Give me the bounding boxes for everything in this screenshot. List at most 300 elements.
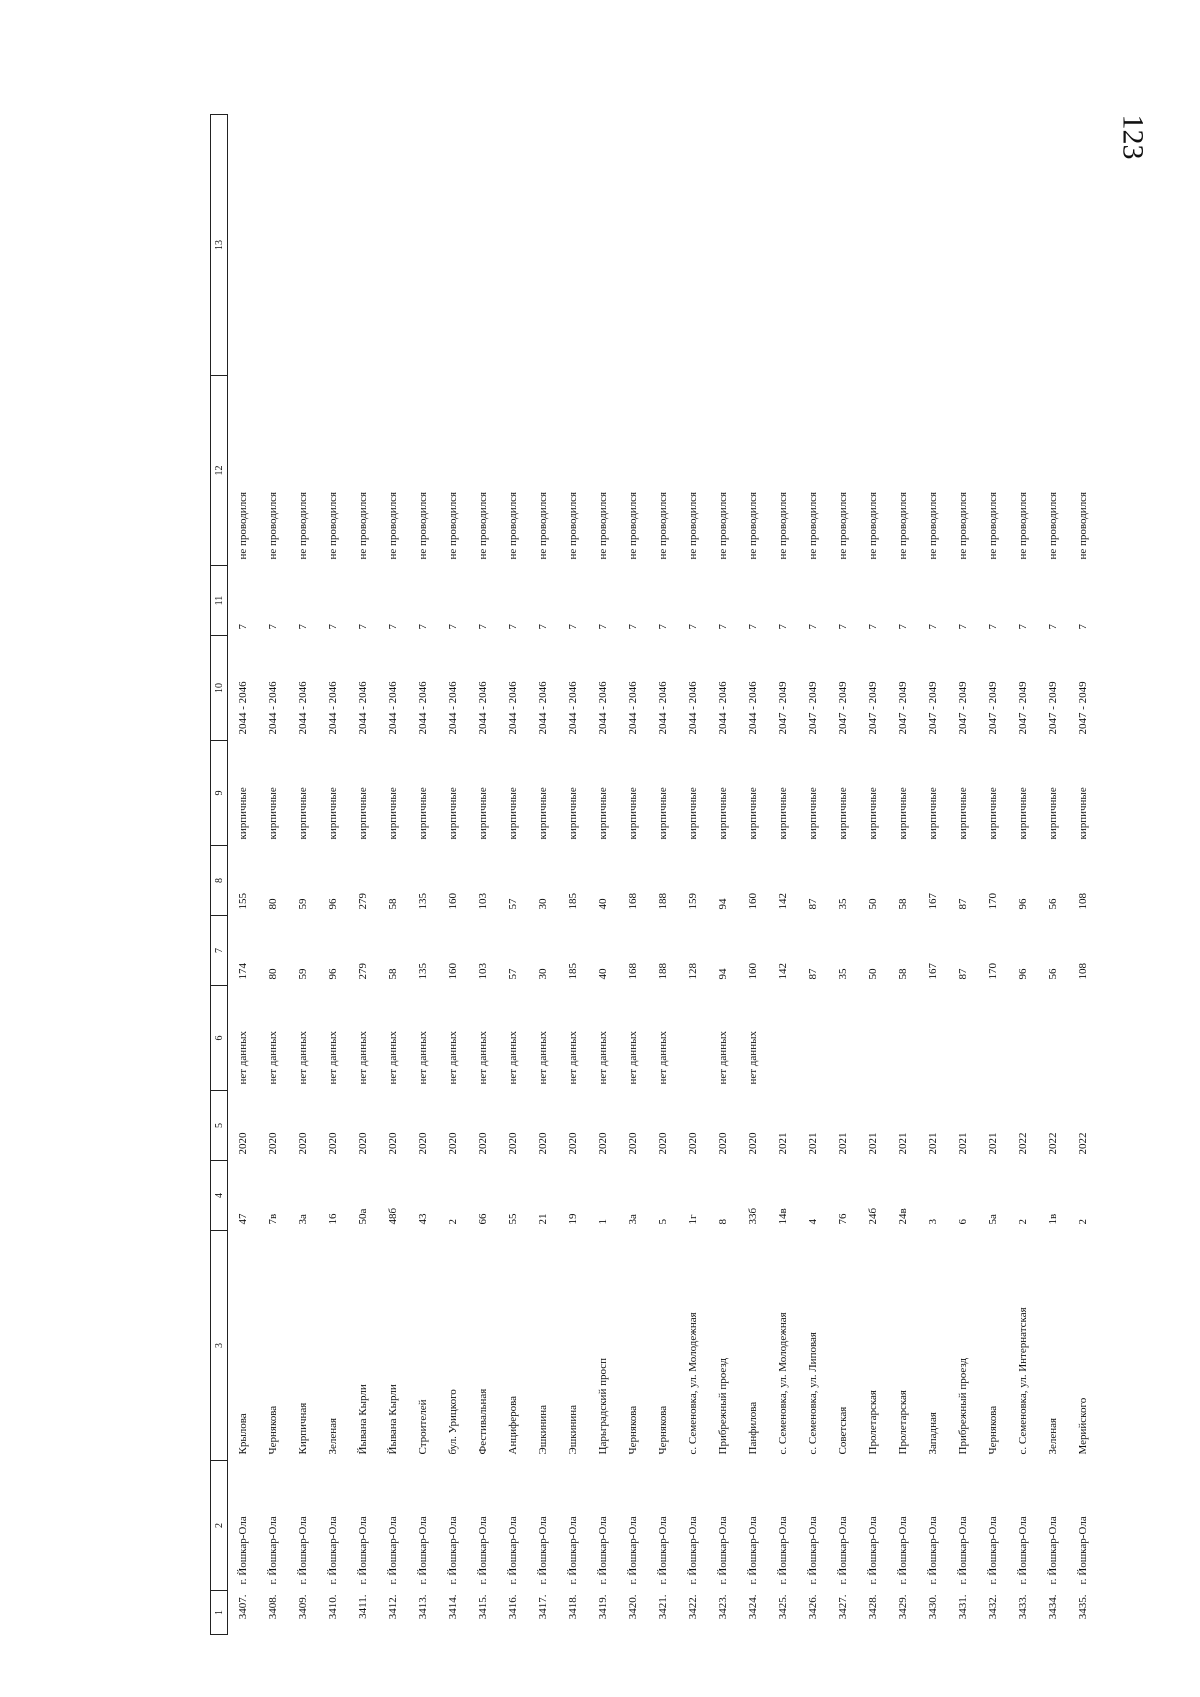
table-cell-col-13 — [708, 115, 738, 376]
table-cell-col-9: кирпичные — [267, 787, 279, 840]
table-cell-col-7: 58 — [897, 968, 909, 980]
table-cell-col-7: 35 — [837, 968, 849, 980]
table-cell-col-11: 7 — [327, 624, 339, 630]
table-cell-col-7: 160 — [447, 963, 459, 980]
table-cell-col-9: кирпичные — [627, 787, 639, 840]
table-cell-col-5: 2022 — [1017, 1132, 1029, 1155]
table-cell-col-12: не проводился — [357, 491, 369, 560]
table-cell-col-12: не проводился — [327, 491, 339, 560]
table-cell-col-3: Мерийского — [1077, 1397, 1089, 1455]
table-row — [378, 115, 408, 1635]
table-cell-col-10: 2044 - 2046 — [687, 681, 699, 735]
table-cell-col-1: 3420. — [627, 1594, 639, 1620]
column-header-8: 8 — [211, 846, 228, 916]
table-row — [228, 115, 259, 1635]
table-cell-col-1: 3418. — [567, 1594, 579, 1620]
table-cell-col-3: Кирпичная — [297, 1402, 309, 1455]
table-cell-col-11: 7 — [687, 624, 699, 630]
table-row — [888, 115, 918, 1635]
table-row — [648, 115, 678, 1635]
table-cell-col-12: не проводился — [927, 491, 939, 560]
table-cell-col-3: с. Семеновка, ул. Липовая — [807, 1332, 819, 1455]
table-cell-col-13 — [828, 115, 858, 376]
table-cell-col-7: 135 — [417, 963, 429, 980]
table-cell-col-12: не проводился — [477, 491, 489, 560]
table-row — [738, 115, 768, 1635]
table-cell-col-4: 1 — [597, 1219, 609, 1225]
table-cell-col-9: кирпичные — [1017, 787, 1029, 840]
table-cell-col-4: 21 — [537, 1213, 549, 1225]
table-cell-col-10: 2044 - 2046 — [747, 681, 759, 735]
table-cell-col-11: 7 — [987, 624, 999, 630]
table-cell-col-9: кирпичные — [987, 787, 999, 840]
table-cell-col-8: 56 — [1047, 898, 1059, 910]
table-cell-col-1: 3416. — [507, 1594, 519, 1620]
table-cell-col-1: 3425. — [777, 1594, 789, 1620]
table-cell-col-9: кирпичные — [897, 787, 909, 840]
table-cell-col-11: 7 — [387, 624, 399, 630]
column-header-5: 5 — [211, 1091, 228, 1161]
table-cell-col-13 — [1068, 115, 1098, 376]
table-row — [588, 115, 618, 1635]
table-cell-col-10: 2044 - 2046 — [567, 681, 579, 735]
table-cell-col-2: г. Йошкар-Ола — [357, 1516, 369, 1585]
table-cell-col-1: 3432. — [987, 1594, 999, 1620]
table-cell-col-8: 40 — [597, 898, 609, 910]
table-cell-col-6 — [828, 986, 858, 1091]
table-cell-col-12: не проводился — [807, 491, 819, 560]
table-cell-col-2: г. Йошкар-Ола — [927, 1516, 939, 1585]
table-cell-col-1: 3430. — [927, 1594, 939, 1620]
table-cell-col-8: 108 — [1077, 893, 1089, 910]
table-cell-col-13 — [978, 115, 1008, 376]
table-cell-col-12: не проводился — [1047, 491, 1059, 560]
table-cell-col-1: 3409. — [297, 1594, 309, 1620]
table-cell-col-2: г. Йошкар-Ола — [867, 1516, 879, 1585]
table-cell-col-12: не проводился — [687, 491, 699, 560]
table-cell-col-2: г. Йошкар-Ола — [447, 1516, 459, 1585]
table-cell-col-8: 80 — [267, 898, 279, 910]
table-cell-col-1: 3431. — [957, 1594, 969, 1620]
table-cell-col-6: нет данных — [627, 1031, 639, 1085]
table-cell-col-3: Эшкинина — [567, 1404, 579, 1455]
table-cell-col-3: Советская — [837, 1406, 849, 1455]
table-cell-col-6: нет данных — [657, 1031, 669, 1085]
table-cell-col-12: не проводился — [747, 491, 759, 560]
table-cell-col-9: кирпичные — [477, 787, 489, 840]
table-cell-col-11: 7 — [537, 624, 549, 630]
table-cell-col-1: 3415. — [477, 1594, 489, 1620]
table-cell-col-1: 3426. — [807, 1594, 819, 1620]
table-cell-col-12: не проводился — [237, 491, 249, 560]
table-cell-col-7: 87 — [957, 968, 969, 980]
table-cell-col-1: 3433. — [1017, 1594, 1029, 1620]
table-cell-col-9: кирпичные — [417, 787, 429, 840]
table-cell-col-2: г. Йошкар-Ола — [597, 1516, 609, 1585]
table-cell-col-5: 2020 — [687, 1132, 699, 1155]
table-cell-col-7: 167 — [927, 963, 939, 980]
table-cell-col-5: 2022 — [1077, 1132, 1089, 1155]
table-cell-col-10: 2044 - 2046 — [297, 681, 309, 735]
table-cell-col-1: 3428. — [867, 1594, 879, 1620]
table-cell-col-11: 7 — [1077, 624, 1089, 630]
table-cell-col-4: 33б — [747, 1207, 759, 1225]
table-cell-col-4: 4 — [807, 1219, 819, 1225]
table-cell-col-12: не проводился — [867, 491, 879, 560]
table-cell-col-10: 2047 - 2049 — [927, 681, 939, 735]
table-cell-col-6: нет данных — [507, 1031, 519, 1085]
table-cell-col-3: Панфилова — [747, 1401, 759, 1455]
table-row — [678, 115, 708, 1635]
column-header-4: 4 — [211, 1161, 228, 1231]
table-cell-col-11: 7 — [837, 624, 849, 630]
table-cell-col-3: Строителей — [417, 1399, 429, 1455]
table-cell-col-10: 2047 - 2049 — [1047, 681, 1059, 735]
column-header-9: 9 — [211, 741, 228, 846]
table-cell-col-2: г. Йошкар-Ола — [1047, 1516, 1059, 1585]
table-cell-col-8: 58 — [897, 898, 909, 910]
table-cell-col-9: кирпичные — [957, 787, 969, 840]
table-cell-col-6 — [918, 986, 948, 1091]
table-cell-col-4: 50а — [357, 1208, 369, 1225]
table-cell-col-2: г. Йошкар-Ола — [1017, 1516, 1029, 1585]
table-cell-col-9: кирпичные — [807, 787, 819, 840]
table-cell-col-12: не проводился — [567, 491, 579, 560]
table-cell-col-3: Чернякова — [627, 1405, 639, 1455]
table-cell-col-6: нет данных — [447, 1031, 459, 1085]
table-cell-col-11: 7 — [747, 624, 759, 630]
table-cell-col-11: 7 — [447, 624, 459, 630]
table-cell-col-13 — [1008, 115, 1038, 376]
table-cell-col-12: не проводился — [447, 491, 459, 560]
table-cell-col-9: кирпичные — [717, 787, 729, 840]
table-cell-col-7: 87 — [807, 968, 819, 980]
table-cell-col-2: г. Йошкар-Ола — [327, 1516, 339, 1585]
table-cell-col-3: Прибрежный проезд — [957, 1357, 969, 1455]
table-cell-col-13 — [348, 115, 378, 376]
table-cell-col-4: 76 — [837, 1213, 849, 1225]
table-cell-col-6: нет данных — [327, 1031, 339, 1085]
table-cell-col-3: Эшкинина — [537, 1404, 549, 1455]
table-cell-col-8: 185 — [567, 893, 579, 910]
table-cell-col-8: 135 — [417, 893, 429, 910]
column-header-6: 6 — [211, 986, 228, 1091]
table-cell-col-11: 7 — [957, 624, 969, 630]
table-cell-col-10: 2044 - 2046 — [387, 681, 399, 735]
table-cell-col-12: не проводился — [657, 491, 669, 560]
table-cell-col-3: с. Семеновка, ул. Молодежная — [777, 1312, 789, 1455]
table-cell-col-9: кирпичные — [657, 787, 669, 840]
table-cell-col-11: 7 — [237, 624, 249, 630]
table-body — [228, 115, 1099, 1635]
table-cell-col-12: не проводился — [387, 491, 399, 560]
table-cell-col-6 — [798, 986, 828, 1091]
table-cell-col-11: 7 — [1047, 624, 1059, 630]
table-cell-col-3: Йывана Кырли — [387, 1384, 399, 1455]
table-cell-col-7: 170 — [987, 963, 999, 980]
data-table — [210, 114, 1098, 1635]
table-cell-col-9: кирпичные — [1047, 787, 1059, 840]
table-cell-col-8: 87 — [807, 898, 819, 910]
table-cell-col-2: г. Йошкар-Ола — [747, 1516, 759, 1585]
table-cell-col-6: нет данных — [717, 1031, 729, 1085]
table-row — [978, 115, 1008, 1635]
column-header-7: 7 — [211, 916, 228, 986]
table-cell-col-13 — [558, 115, 588, 376]
table-row — [708, 115, 738, 1635]
table-cell-col-3: бул. Урицкого — [447, 1389, 459, 1455]
table-cell-col-2: г. Йошкар-Ола — [717, 1516, 729, 1585]
table-cell-col-8: 87 — [957, 898, 969, 910]
table-cell-col-2: г. Йошкар-Ола — [1077, 1516, 1089, 1585]
table-cell-col-10: 2044 - 2046 — [237, 681, 249, 735]
table-cell-col-8: 160 — [747, 893, 759, 910]
table-cell-col-10: 2044 - 2046 — [507, 681, 519, 735]
table-cell-col-9: кирпичные — [387, 787, 399, 840]
table-cell-col-10: 2044 - 2046 — [267, 681, 279, 735]
table-cell-col-12: не проводился — [1017, 491, 1029, 560]
table-cell-col-3: Пролетарская — [867, 1390, 879, 1455]
table-cell-col-7: 59 — [297, 968, 309, 980]
table-cell-col-5: 2020 — [717, 1132, 729, 1155]
table-cell-col-8: 30 — [537, 898, 549, 910]
table-row — [768, 115, 798, 1635]
table-cell-col-6 — [1008, 986, 1038, 1091]
table-cell-col-13 — [948, 115, 978, 376]
table-cell-col-4: 8 — [717, 1219, 729, 1225]
table-cell-col-8: 94 — [717, 898, 729, 910]
table-cell-col-7: 56 — [1047, 968, 1059, 980]
table-cell-col-5: 2020 — [387, 1132, 399, 1155]
table-cell-col-11: 7 — [897, 624, 909, 630]
column-header-2: 2 — [211, 1461, 228, 1591]
table-cell-col-10: 2047 - 2049 — [957, 681, 969, 735]
table-cell-col-3: Зеленая — [327, 1417, 339, 1455]
table-cell-col-12: не проводился — [897, 491, 909, 560]
table-cell-col-8: 188 — [657, 893, 669, 910]
table-cell-col-4: 24в — [897, 1208, 909, 1225]
table-cell-col-2: г. Йошкар-Ола — [657, 1516, 669, 1585]
column-header-1: 1 — [211, 1591, 228, 1635]
table-cell-col-1: 3410. — [327, 1594, 339, 1620]
table-cell-col-10: 2044 - 2046 — [327, 681, 339, 735]
table-cell-col-8: 50 — [867, 898, 879, 910]
table-cell-col-13 — [618, 115, 648, 376]
table-cell-col-10: 2047 - 2049 — [837, 681, 849, 735]
table-cell-col-9: кирпичные — [357, 787, 369, 840]
table-cell-col-13 — [528, 115, 558, 376]
table-cell-col-8: 167 — [927, 893, 939, 910]
table-cell-col-12: не проводился — [777, 491, 789, 560]
table-cell-col-1: 3427. — [837, 1594, 849, 1620]
table-cell-col-13 — [228, 115, 259, 376]
table-cell-col-13 — [798, 115, 828, 376]
table-cell-col-10: 2044 - 2046 — [627, 681, 639, 735]
table-row — [438, 115, 468, 1635]
table-cell-col-1: 3434. — [1047, 1594, 1059, 1620]
table-cell-col-5: 2020 — [267, 1132, 279, 1155]
table-cell-col-7: 168 — [627, 963, 639, 980]
table-cell-col-6: нет данных — [417, 1031, 429, 1085]
table-cell-col-2: г. Йошкар-Ола — [777, 1516, 789, 1585]
table-cell-col-8: 155 — [237, 893, 249, 910]
table-cell-col-9: кирпичные — [297, 787, 309, 840]
table-cell-col-6: нет данных — [537, 1031, 549, 1085]
table-cell-col-7: 40 — [597, 968, 609, 980]
table-cell-col-7: 160 — [747, 963, 759, 980]
table-cell-col-7: 30 — [537, 968, 549, 980]
table-cell-col-2: г. Йошкар-Ола — [837, 1516, 849, 1585]
table-cell-col-8: 58 — [387, 898, 399, 910]
table-cell-col-12: не проводился — [837, 491, 849, 560]
table-cell-col-10: 2044 - 2046 — [417, 681, 429, 735]
table-cell-col-1: 3435. — [1077, 1594, 1089, 1620]
table-cell-col-13 — [438, 115, 468, 376]
table-cell-col-7: 103 — [477, 963, 489, 980]
table-cell-col-13 — [768, 115, 798, 376]
table-cell-col-11: 7 — [717, 624, 729, 630]
table-cell-col-4: 3а — [297, 1214, 309, 1225]
table-cell-col-8: 170 — [987, 893, 999, 910]
rotated-table-wrapper — [210, 115, 1089, 1635]
table-cell-col-4: 7в — [267, 1213, 279, 1225]
table-cell-col-13 — [678, 115, 708, 376]
table-cell-col-7: 128 — [687, 963, 699, 980]
table-cell-col-3: Фестивальная — [477, 1388, 489, 1455]
table-cell-col-10: 2047 - 2049 — [1077, 681, 1089, 735]
table-cell-col-3: Йывана Кырли — [357, 1384, 369, 1455]
table-cell-col-2: г. Йошкар-Ола — [237, 1516, 249, 1585]
table-cell-col-4: 43 — [417, 1213, 429, 1225]
table-cell-col-9: кирпичные — [327, 787, 339, 840]
table-cell-col-5: 2021 — [837, 1132, 849, 1155]
table-cell-col-10: 2044 - 2046 — [477, 681, 489, 735]
table-row — [1038, 115, 1068, 1635]
table-cell-col-6 — [978, 986, 1008, 1091]
table-cell-col-13 — [498, 115, 528, 376]
table-cell-col-11: 7 — [267, 624, 279, 630]
table-cell-col-9: кирпичные — [597, 787, 609, 840]
table-cell-col-5: 2022 — [1047, 1132, 1059, 1155]
table-cell-col-4: 24б — [867, 1207, 879, 1225]
table-cell-col-11: 7 — [777, 624, 789, 630]
table-cell-col-1: 3407. — [237, 1594, 249, 1620]
table-cell-col-2: г. Йошкар-Ола — [957, 1516, 969, 1585]
table-cell-col-2: г. Йошкар-Ола — [507, 1516, 519, 1585]
table-cell-col-5: 2021 — [957, 1132, 969, 1155]
table-cell-col-6: нет данных — [357, 1031, 369, 1085]
table-cell-col-1: 3429. — [897, 1594, 909, 1620]
table-cell-col-1: 3417. — [537, 1594, 549, 1620]
table-cell-col-5: 2020 — [627, 1132, 639, 1155]
page-number: 123 — [1116, 114, 1150, 160]
table-cell-col-8: 159 — [687, 893, 699, 910]
table-cell-col-3: Анциферова — [507, 1395, 519, 1455]
table-cell-col-3: Чернякова — [267, 1405, 279, 1455]
table-cell-col-2: г. Йошкар-Ола — [987, 1516, 999, 1585]
table-cell-col-4: 2 — [1077, 1219, 1089, 1225]
table-cell-col-11: 7 — [567, 624, 579, 630]
table-cell-col-4: 16 — [327, 1213, 339, 1225]
table-cell-col-6 — [858, 986, 888, 1091]
table-cell-col-11: 7 — [657, 624, 669, 630]
table-cell-col-10: 2044 - 2046 — [447, 681, 459, 735]
table-cell-col-5: 2020 — [747, 1132, 759, 1155]
table-cell-col-2: г. Йошкар-Ола — [537, 1516, 549, 1585]
table-cell-col-1: 3411. — [357, 1594, 369, 1619]
table-cell-col-13 — [258, 115, 288, 376]
table-cell-col-11: 7 — [297, 624, 309, 630]
table-cell-col-5: 2020 — [327, 1132, 339, 1155]
table-row — [828, 115, 858, 1635]
table-cell-col-7: 185 — [567, 963, 579, 980]
table-cell-col-5: 2021 — [777, 1132, 789, 1155]
table-cell-col-9: кирпичные — [777, 787, 789, 840]
table-cell-col-11: 7 — [867, 624, 879, 630]
table-cell-col-5: 2020 — [477, 1132, 489, 1155]
table-cell-col-7: 142 — [777, 963, 789, 980]
table-cell-col-2: г. Йошкар-Ола — [267, 1516, 279, 1585]
table-cell-col-8: 35 — [837, 898, 849, 910]
table-cell-col-10: 2044 - 2046 — [357, 681, 369, 735]
table-cell-col-10: 2047 - 2049 — [987, 681, 999, 735]
table-cell-col-8: 279 — [357, 893, 369, 910]
table-cell-col-9: кирпичные — [537, 787, 549, 840]
table-cell-col-6: нет данных — [597, 1031, 609, 1085]
table-cell-col-6: нет данных — [477, 1031, 489, 1085]
table-header-row — [211, 115, 228, 1635]
table-cell-col-2: г. Йошкар-Ола — [627, 1516, 639, 1585]
table-cell-col-11: 7 — [927, 624, 939, 630]
table-cell-col-5: 2021 — [897, 1132, 909, 1155]
table-cell-col-4: 5а — [987, 1214, 999, 1225]
table-row — [618, 115, 648, 1635]
table-cell-col-4: 3а — [627, 1214, 639, 1225]
table-cell-col-10: 2047 - 2049 — [867, 681, 879, 735]
table-cell-col-13 — [468, 115, 498, 376]
table-cell-col-2: г. Йошкар-Ола — [417, 1516, 429, 1585]
table-cell-col-9: кирпичные — [567, 787, 579, 840]
table-cell-col-9: кирпичные — [507, 787, 519, 840]
table-cell-col-12: не проводился — [267, 491, 279, 560]
table-cell-col-6 — [948, 986, 978, 1091]
table-cell-col-9: кирпичные — [1077, 787, 1089, 840]
table-cell-col-7: 80 — [267, 968, 279, 980]
table-cell-col-13 — [648, 115, 678, 376]
table-cell-col-7: 188 — [657, 963, 669, 980]
table-cell-col-5: 2020 — [507, 1132, 519, 1155]
table-cell-col-13 — [738, 115, 768, 376]
table-row — [948, 115, 978, 1635]
table-cell-col-11: 7 — [357, 624, 369, 630]
table-cell-col-6: нет данных — [747, 1031, 759, 1085]
table-cell-col-10: 2044 - 2046 — [537, 681, 549, 735]
table-cell-col-2: г. Йошкар-Ола — [897, 1516, 909, 1585]
table-cell-col-7: 96 — [327, 968, 339, 980]
table-cell-col-4: 19 — [567, 1213, 579, 1225]
table-cell-col-11: 7 — [477, 624, 489, 630]
table-cell-col-5: 2021 — [867, 1132, 879, 1155]
table-row — [318, 115, 348, 1635]
table-cell-col-4: 3 — [927, 1219, 939, 1225]
table-cell-col-12: не проводился — [717, 491, 729, 560]
table-cell-col-6: нет данных — [387, 1031, 399, 1085]
table-cell-col-3: Царьградский просп — [597, 1357, 609, 1455]
table-cell-col-3: Пролетарская — [897, 1390, 909, 1455]
table-cell-col-11: 7 — [627, 624, 639, 630]
table-cell-col-6: нет данных — [297, 1031, 309, 1085]
table-cell-col-6: нет данных — [237, 1031, 249, 1085]
